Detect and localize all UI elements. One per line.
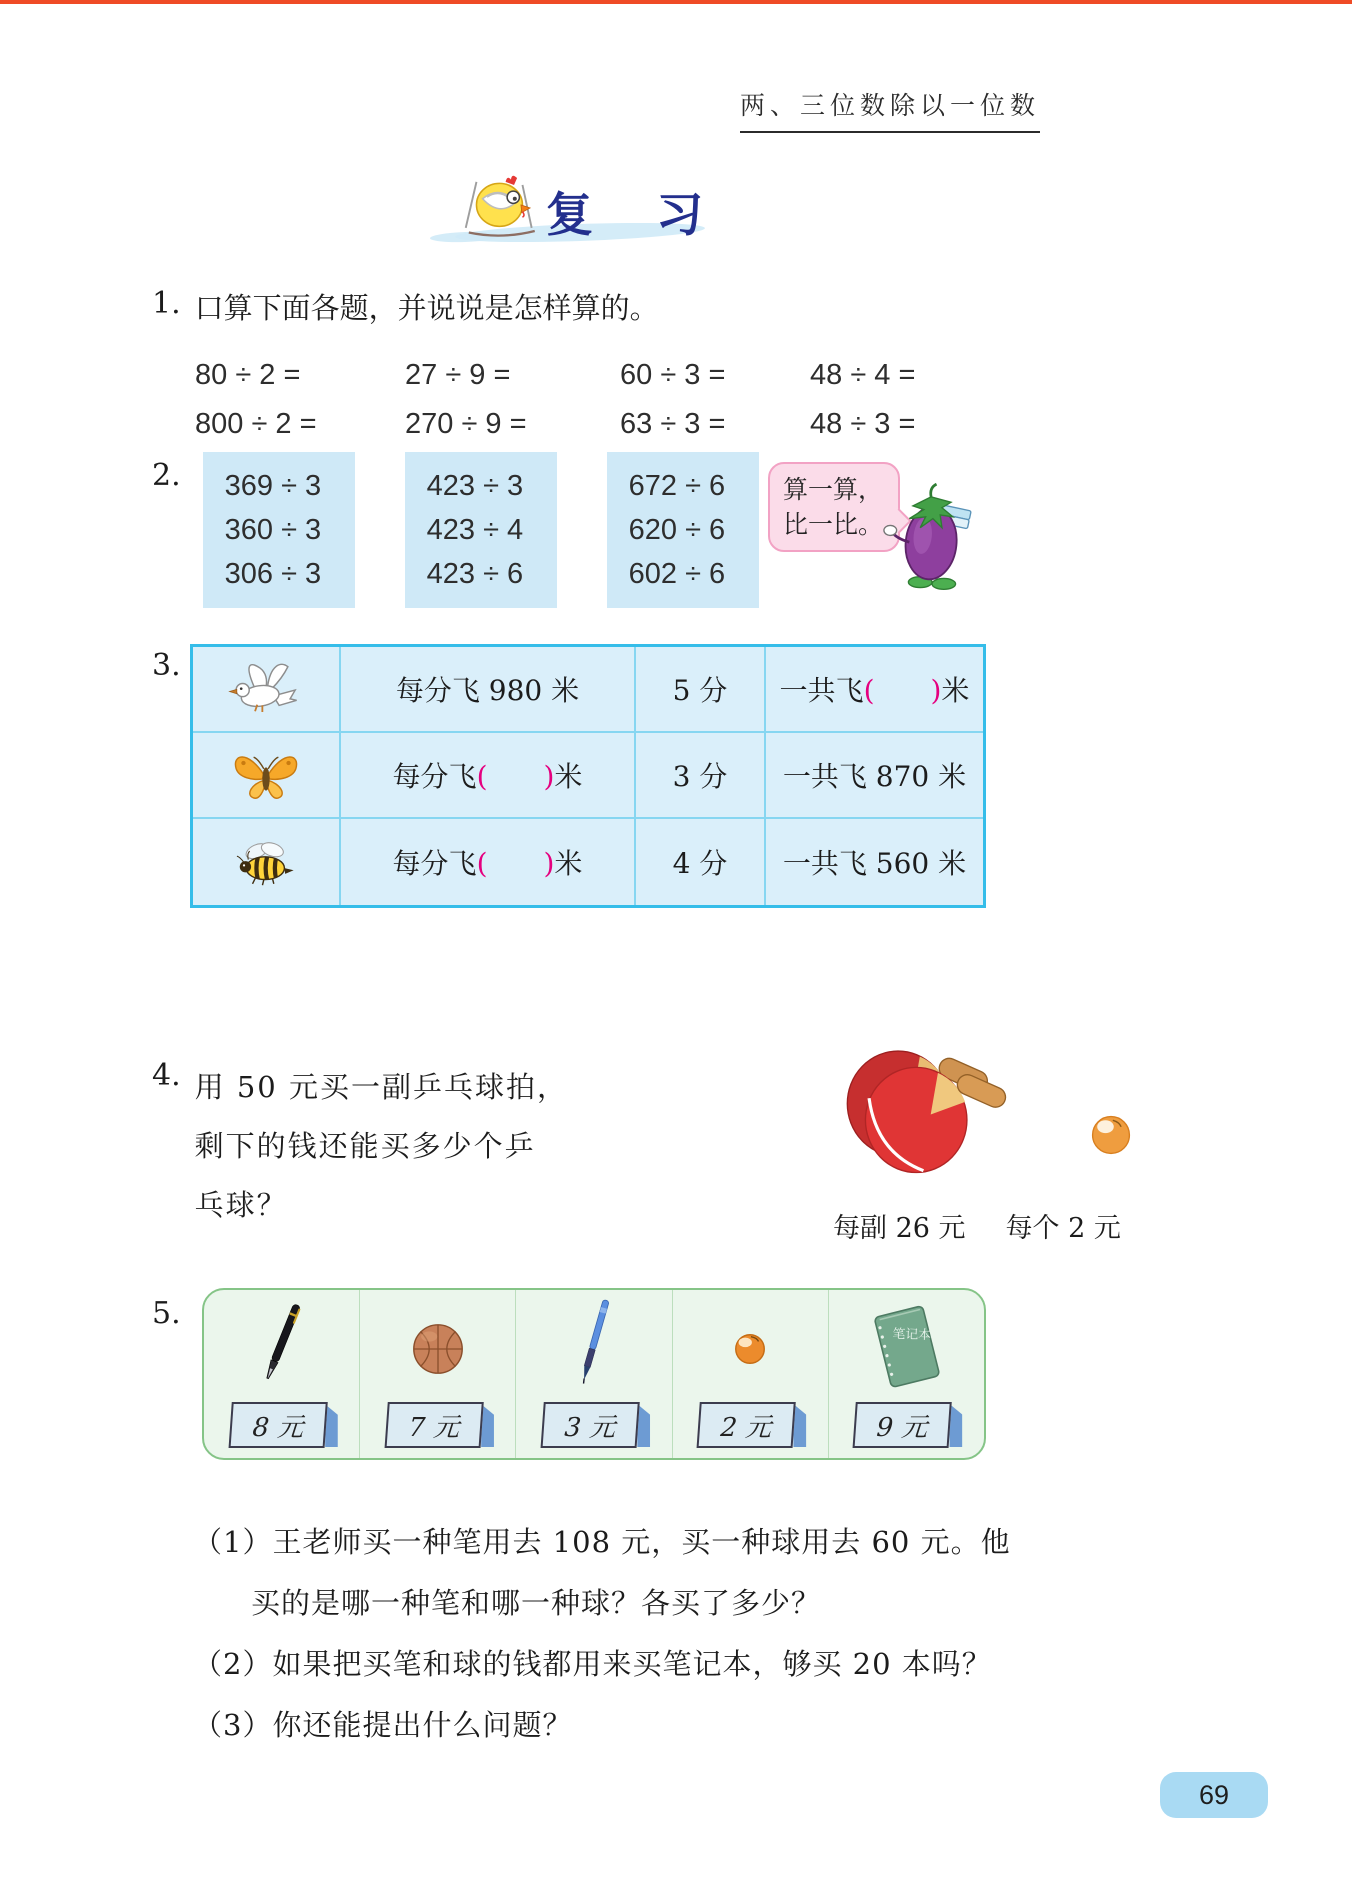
math-problem: 423 ÷ 6 (426, 558, 524, 590)
page-number-badge: 69 (1160, 1772, 1268, 1818)
division-group-box (203, 452, 355, 608)
speed-cell (341, 819, 636, 905)
question-number: （1） (193, 1525, 273, 1559)
math-problem: 800 ÷ 2 = (195, 408, 317, 440)
division-group-box (405, 452, 557, 608)
price-tag (230, 1402, 326, 1448)
exercise-3-number: 3. (152, 648, 181, 683)
total-text: 一共飞 870 米 (782, 760, 967, 793)
oral-math-row (195, 400, 915, 449)
problem-text-line: 剩下的钱还能买多少个乒 (194, 1129, 536, 1163)
shop-item-basketball (360, 1290, 516, 1458)
total-cell (766, 819, 983, 905)
speed-unit: 米 (554, 760, 583, 793)
sub-questions (193, 1512, 1253, 1756)
flight-table (190, 644, 986, 908)
butterfly-icon (193, 733, 341, 819)
exercise-1 (152, 286, 915, 449)
price-label: 2 元 (697, 1402, 796, 1448)
time-cell (636, 733, 766, 819)
shop-item-notebook (829, 1290, 984, 1458)
speech-bubble-line: 比一比。 (783, 510, 884, 539)
price-tag-fold (793, 1404, 806, 1447)
speed-unit: 米 (554, 847, 583, 880)
price-tag (698, 1402, 794, 1448)
division-group-box (607, 452, 759, 608)
page-top-rule (0, 0, 1352, 4)
paddle-price-text: 每副 26 元 (833, 1213, 966, 1244)
question-1-line-1 (193, 1512, 1253, 1573)
price-label: 8 元 (228, 1402, 327, 1448)
time-text: 3 分 (672, 760, 728, 793)
total-text: 一共飞 (779, 674, 864, 707)
speed-text: 每分飞 (392, 760, 477, 793)
exercise-1-prompt: 口算下面各题，并说说是怎样算的。 (194, 291, 659, 325)
speed-text: 每分飞 980 米 (395, 674, 580, 707)
question-text: 买的是哪一种笔和哪一种球？各买了多少？ (251, 1586, 822, 1620)
exercise-1-number: 1. (152, 286, 181, 321)
math-problem: 48 ÷ 3 = (810, 408, 916, 440)
price-tag (542, 1402, 638, 1448)
math-problem: 602 ÷ 6 (628, 558, 726, 590)
question-3 (193, 1695, 1253, 1756)
total-text: 一共飞 560 米 (782, 847, 967, 880)
chapter-header: 两、三位数除以一位数 (740, 86, 1040, 133)
math-problem: 80 ÷ 2 = (195, 359, 301, 391)
time-cell (636, 647, 766, 733)
bee-icon (193, 819, 341, 905)
pingpong-ball-image (1088, 1112, 1134, 1162)
price-tag (855, 1402, 951, 1448)
shop-item-ballpoint-pen (516, 1290, 672, 1458)
review-title-block (0, 172, 1352, 252)
exercise-4-number: 4. (152, 1058, 181, 1093)
speed-cell (341, 647, 636, 733)
shop-items-panel (202, 1288, 986, 1460)
time-text: 5 分 (672, 674, 728, 707)
math-problem: 60 ÷ 3 = (620, 359, 726, 391)
shop-item-fountain-pen (204, 1290, 360, 1458)
question-2 (193, 1634, 1253, 1695)
math-problem: 270 ÷ 9 = (405, 408, 527, 440)
price-tag-fold (950, 1404, 963, 1447)
pingpong-paddles-image (818, 1042, 1018, 1191)
eggplant-character-icon (882, 466, 982, 597)
question-text: 你还能提出什么问题？ (272, 1708, 573, 1742)
speech-bubble-line: 算一算， (783, 475, 884, 504)
price-tag (386, 1402, 482, 1448)
total-unit: 米 (941, 674, 970, 707)
notebook-label: 笔记本 (892, 1326, 932, 1344)
math-problem: 423 ÷ 3 (426, 470, 524, 502)
math-problem: 27 ÷ 9 = (405, 359, 511, 391)
answer-blank: ( ) (476, 847, 555, 880)
answer-blank: ( ) (863, 674, 942, 707)
math-problem: 48 ÷ 4 = (810, 359, 916, 391)
price-caption (833, 1206, 1121, 1245)
math-problem: 360 ÷ 3 (224, 514, 322, 546)
time-text: 4 分 (672, 847, 728, 880)
math-problem: 620 ÷ 6 (628, 514, 726, 546)
dove-icon (193, 647, 341, 733)
total-cell (766, 647, 983, 733)
ball-price-text: 每个 2 元 (1005, 1213, 1121, 1244)
math-problem: 672 ÷ 6 (628, 470, 726, 502)
exercise-2-number: 2. (152, 458, 181, 493)
price-label: 7 元 (384, 1402, 483, 1448)
page-title: 复 习 (546, 188, 711, 243)
speed-text: 每分飞 (392, 847, 477, 880)
shop-item-pingpong-ball (673, 1290, 829, 1458)
price-label: 9 元 (853, 1402, 952, 1448)
math-problem: 369 ÷ 3 (224, 470, 322, 502)
math-problem: 63 ÷ 3 = (620, 408, 726, 440)
exercise-5-number: 5. (152, 1296, 181, 1331)
speed-cell (341, 733, 636, 819)
problem-text-line: 乓球？ (194, 1188, 288, 1222)
question-number: （2） (193, 1647, 273, 1681)
problem-text-line: 用 50 元买一副乒乓球拍， (194, 1070, 568, 1104)
math-problem: 423 ÷ 4 (426, 514, 524, 546)
exercise-4 (152, 1058, 568, 1235)
question-text: 王老师买一种笔用去 108 元，买一种球用去 60 元。他 (272, 1525, 1011, 1559)
question-text: 如果把买笔和球的钱都用来买笔记本，够买 20 本吗？ (272, 1647, 992, 1681)
exercise-2 (152, 452, 759, 608)
total-cell (766, 733, 983, 819)
time-cell (636, 819, 766, 905)
speech-bubble (768, 462, 900, 552)
oral-math-row (195, 351, 915, 400)
math-problem: 306 ÷ 3 (224, 558, 322, 590)
question-1-line-2 (193, 1573, 1253, 1634)
chick-skiing-icon (455, 168, 547, 245)
price-label: 3 元 (541, 1402, 640, 1448)
question-number: （3） (193, 1708, 273, 1742)
answer-blank: ( ) (476, 760, 555, 793)
